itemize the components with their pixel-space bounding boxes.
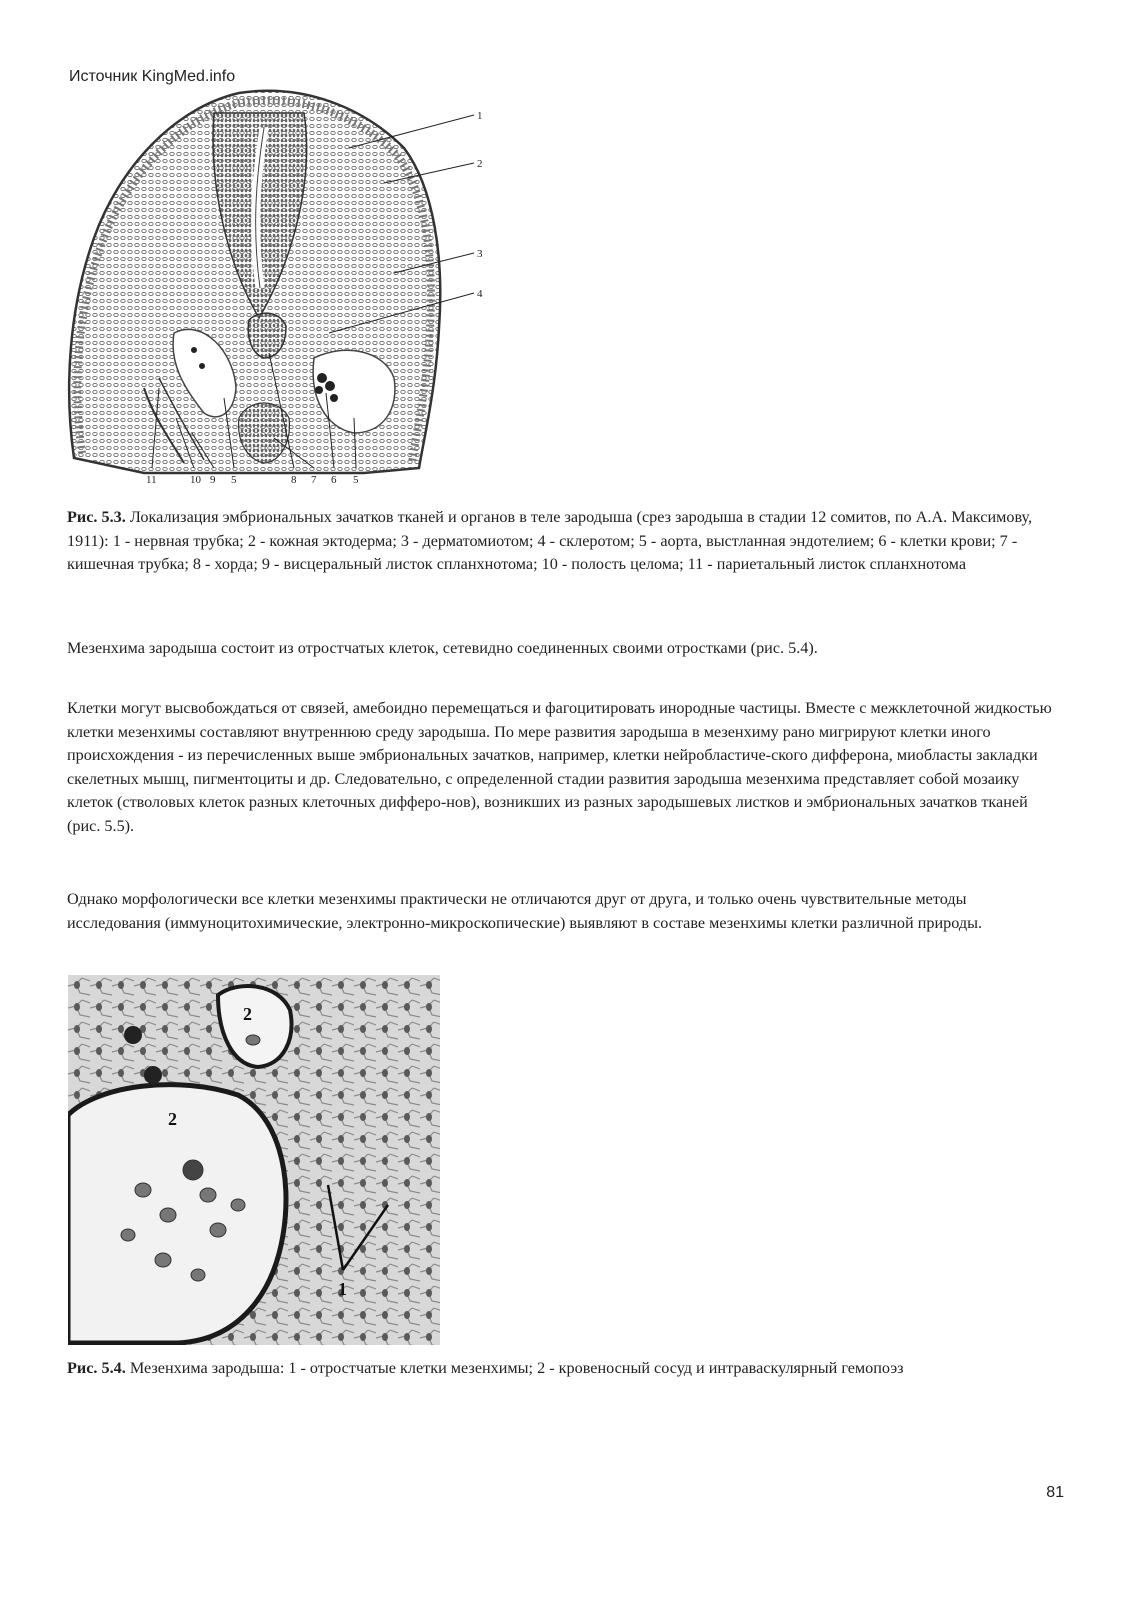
fig1-label-11: 11 [146,474,157,486]
figure-5-4-caption [67,1357,1062,1381]
figure-5-3-illustration [64,88,494,490]
figure-5-4-caption-text: Мезенхима зародыша: 1 - отростчатые клетки мезенхимы; 2 - кровеносный сосуд и интраваскулярный гемопоэз [125,1359,904,1377]
fig2-label-1: 1 [338,1279,347,1299]
paragraph-1: Мезенхима зародыша состоит из отростчатых клеток, сетевидно соединенных своими отростками (рис. 5.4). [67,639,818,657]
figure-5-4-caption-number: Рис. 5.4. [67,1359,126,1377]
figure-5-4-micrograph [68,975,440,1345]
source-header: Источник KingMed.info [69,68,236,85]
page-number: 81 [1046,1484,1064,1501]
fig1-label-1: 1 [477,110,483,122]
fig1-label-3: 3 [477,248,483,260]
paragraph-3: Однако морфологически все клетки мезенхимы практически не отличаются друг от друга, и только очень чувствительные методы исследования (иммуноцитохимические, электронно-микроскопические) выявляют в составе мезенхимы клетки различной природы. [67,890,983,932]
paragraph-2: Клетки могут высвобождаться от связей, амебоидно перемещаться и фагоцитировать инородные частицы. Вместе с межклеточной жидкостью клетки мезенхимы составляют внутреннюю среду зародыша. По мере развития зародыша в мезенхиму рано мигрируют клетки иного происхождения - из перечисленных выше эмбриональных зачатков, например, клетки нейробластиче-ского дифферона, миобласты закладки скелетных мышц, пигментоциты и др. Следовательно, с определенной стадии развития зародыша мезенхима представляет собой мозаику клеток (стволовых клеток разных клеточных дифферо-нов), возникших из разных зародышевых листков и эмбриональных зачатков тканей (рис. 5.5). [67,699,1052,835]
fig2-label-2-top: 2 [243,1004,252,1024]
fig1-label-10: 10 [190,474,201,486]
fig2-label-2-main: 2 [168,1109,177,1129]
figure-5-3-caption-text: Локализация эмбриональных зачатков тканей и органов в теле зародыша (срез зародыша в стадии 12 сомитов, по А.А. Максимову, 1911): 1 - нервная трубка; 2 - кожная эктодерма; 3 - дерматомиотом; 4 - склеротом; 5 - аорта, выстланная эндотелием; 6 - клетки крови; 7 - кишечная трубка; 8 - хорда; 9 - висцеральный листок спланхнотома; 10 - полость целома; 11 - париетальный листок спланхнотома [67,508,1033,573]
fig1-label-5b: 5 [353,474,359,486]
fig1-label-8: 8 [291,474,297,486]
figure-5-3-caption-number: Рис. 5.3. [67,508,126,526]
fig1-label-7: 7 [311,474,317,486]
figure-5-3-caption [67,506,1062,577]
fig1-label-4: 4 [477,288,483,300]
fig1-label-2: 2 [477,158,483,170]
fig1-label-6: 6 [331,474,337,486]
fig1-label-9: 9 [210,474,216,486]
fig1-label-5a: 5 [231,474,237,486]
